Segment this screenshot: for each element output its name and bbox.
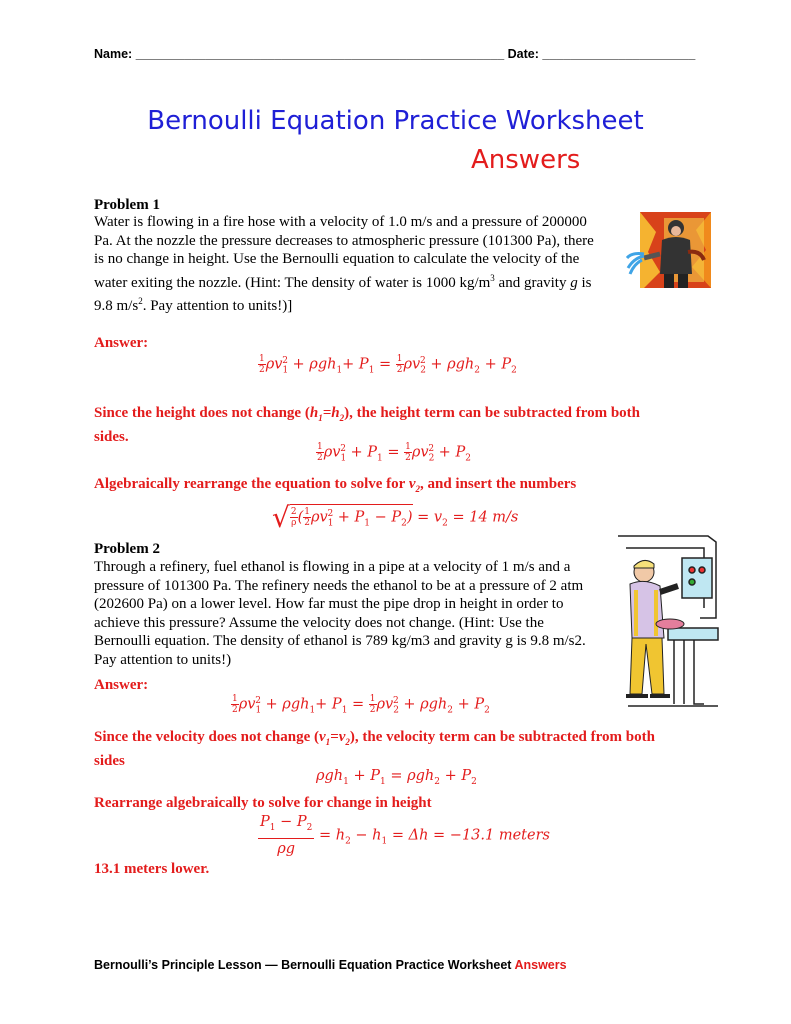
problem2-text <box>94 558 614 670</box>
problem1-line: Pa. At the nozzle the pressure decreases to atmospheric pressure (101300 Pa), there <box>94 232 594 249</box>
problem1-note2: Algebraically rearrange the equation to solve for $v_2$, and insert the numbers <box>94 476 577 494</box>
footer-highlight: Answers <box>514 958 567 972</box>
problem2-equation-reduced: $\rho gh_1 + P_1 = \rho gh_2 + P_2$ <box>316 768 477 787</box>
problem2-line: achieve this pressure? Assume the velocity does not change. (Hint: Use the <box>94 614 544 631</box>
header-fields <box>94 47 695 61</box>
page-title: Bernoulli Equation Practice Worksheet <box>147 106 644 136</box>
date-blank[interactable]: ______________________ <box>542 47 696 61</box>
problem1-text <box>94 213 614 316</box>
problem2-line: pressure of 101300 Pa. The refinery needs the ethanol to be at a pressure of 2 atm <box>94 577 584 594</box>
date-label: Date: <box>507 47 539 61</box>
problem2-final-answer: 13.1 meters lower. <box>94 861 210 877</box>
problem2-line: Pay attention to units!) <box>94 651 232 668</box>
problem1-line: Water is flowing in a fire hose with a velocity of 1.0 m/s and a pressure of 200000 <box>94 214 587 230</box>
problem2-line: Through a refinery, fuel ethanol is flowing in a pipe at a velocity of 1 m/s and a <box>94 559 571 575</box>
footer <box>94 958 567 972</box>
name-label: Name: <box>94 47 133 61</box>
problem2-note1: Since the velocity does not change $(v_1=v_2)$, the velocity term can be subtracted from both sides <box>94 729 655 769</box>
problem2-line: (202600 Pa) on a lower level. How far must the pipe drop in height in order to <box>94 596 564 613</box>
problem1-equation-reduced: $\frac{1}{2}$ $\rho v_1^2 + P_1$ = $\frac{1}{2}$ $\rho v_2^2 + P_2$ <box>317 442 471 464</box>
refinery-worker-clipart <box>608 528 723 710</box>
footer-text: Bernoulli’s Principle Lesson — Bernoulli Equation Practice Worksheet <box>94 958 515 972</box>
name-blank[interactable]: _____________________________________________________ <box>135 47 505 61</box>
firefighter-clipart <box>626 212 711 288</box>
problem2-line: Bernoulli equation. The density of ethanol is 789 kg/m3 and gravity g is 9.8 m/s2. <box>94 633 586 650</box>
problem2-answer-label: Answer: <box>94 677 149 693</box>
problem1-answer-label: Answer: <box>94 335 149 351</box>
problem1-heading: Problem 1 <box>94 197 160 213</box>
page-subtitle: Answers <box>471 145 581 175</box>
problem1-line: water exiting the nozzle. (Hint: The density of water is 1000 $kg/m^3$ and gravity g is <box>94 272 592 291</box>
problem1-line: is no change in height. Use the Bernoulli equation to calculate the velocity of the <box>94 251 580 268</box>
problem2-note2: Rearrange algebraically to solve for change in height <box>94 795 432 811</box>
problem2-equation-solved: $\frac{P_1 - P_2}{\rho g}$ = $h_2 - h_1 = \Delta h = -13.1$ meters <box>260 814 550 857</box>
problem1-equation-full: $\frac{1}{2}$ $\rho v_1^2 + \rho gh_1+ P_1$ = $\frac{1}{2}$ $\rho v_2^2 + \rho gh_2 + P_2$ <box>259 354 517 376</box>
problem2-equation-full: $\frac{1}{2}$ $\rho v_1^2 + \rho gh_1+ P_1$ = $\frac{1}{2}$ $\rho v_2^2 + \rho gh_2 + P_2$ <box>232 694 490 716</box>
problem2-heading: Problem 2 <box>94 541 160 557</box>
problem1-line: 9.8 $m/s^2$. Pay attention to units!)] <box>94 296 293 315</box>
problem1-equation-solved: √ $\frac{2}{\rho}$ ( $\frac{1}{2}$ $\rho v_1^2 + P_1 - P_2) = v_2 = 14$ m/s <box>272 501 519 534</box>
problem1-note1: Since the height does not change $(h_1=h_2)$, the height term can be subtracted from both sides. <box>94 405 641 445</box>
